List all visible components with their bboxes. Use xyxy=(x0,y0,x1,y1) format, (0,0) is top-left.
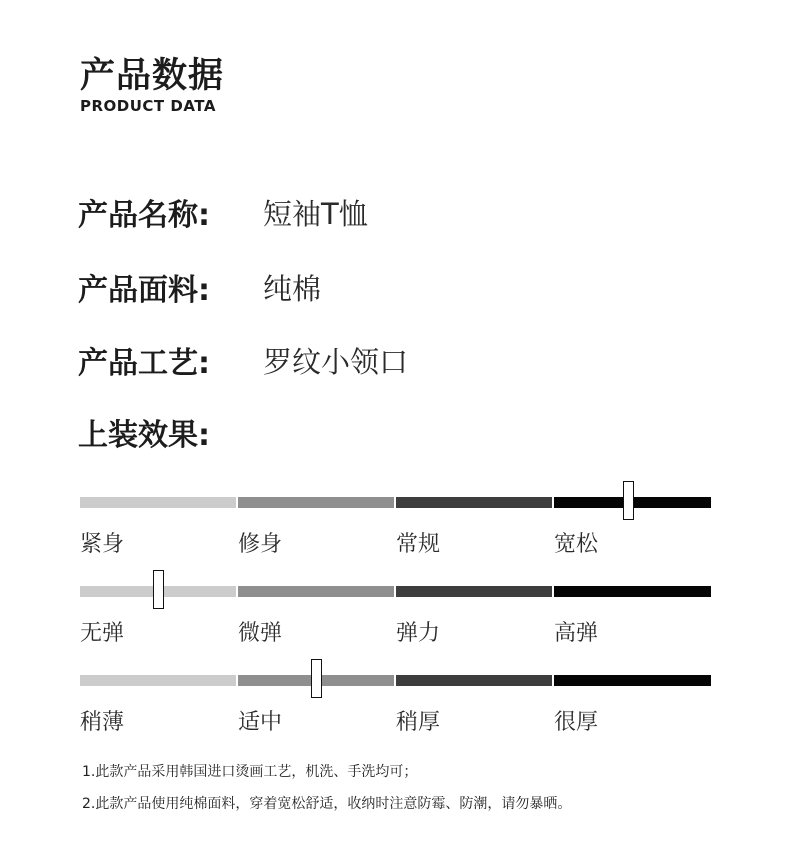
scale-label: 很厚 xyxy=(554,710,599,735)
info-value: 罗纹小领口 xyxy=(263,344,409,379)
scale-label: 弹力 xyxy=(396,621,441,646)
scale-segment xyxy=(554,586,711,597)
scale-marker xyxy=(153,570,164,609)
info-label: 产品工艺: xyxy=(78,346,210,381)
scale-label: 微弹 xyxy=(238,621,283,646)
info-value: 短袖T恤 xyxy=(263,196,368,231)
note-line: 2.此款产品使用纯棉面料，穿着宽松舒适，收纳时注意防霉、防潮，请勿暴晒。 xyxy=(82,796,572,812)
scale-label: 紧身 xyxy=(80,532,125,557)
scale-marker xyxy=(311,659,322,698)
scale-marker xyxy=(623,481,634,520)
scale-segment xyxy=(80,675,236,686)
info-row-craft xyxy=(78,338,408,382)
effect-title: 上装效果: xyxy=(78,418,210,453)
scale-segment xyxy=(80,497,236,508)
scale-segment xyxy=(396,675,552,686)
scale-label: 无弹 xyxy=(80,621,125,646)
scale-segment xyxy=(396,497,552,508)
scale-segment xyxy=(238,586,394,597)
info-row-fabric xyxy=(78,265,321,309)
info-row-name xyxy=(78,190,368,234)
scale-label: 宽松 xyxy=(554,532,599,557)
info-label: 产品面料: xyxy=(78,273,210,308)
page-title: 产品数据 xyxy=(80,56,225,96)
elasticity-scale xyxy=(80,586,711,646)
thickness-scale xyxy=(80,675,711,735)
scale-segment xyxy=(238,497,394,508)
scale-label: 常规 xyxy=(396,532,441,557)
scale-segment xyxy=(554,675,711,686)
scale-label: 稍薄 xyxy=(80,710,125,735)
scale-label: 稍厚 xyxy=(396,710,441,735)
scale-label: 适中 xyxy=(238,710,283,735)
note-line: 1.此款产品采用韩国进口烫画工艺，机洗、手洗均可； xyxy=(82,764,418,780)
page-subtitle: PRODUCT DATA xyxy=(80,97,216,115)
info-value: 纯棉 xyxy=(263,271,322,306)
scale-label: 修身 xyxy=(238,532,283,557)
info-label: 产品名称: xyxy=(78,198,210,233)
fit-scale xyxy=(80,497,711,557)
scale-label: 高弹 xyxy=(554,621,599,646)
scale-segment xyxy=(396,586,552,597)
